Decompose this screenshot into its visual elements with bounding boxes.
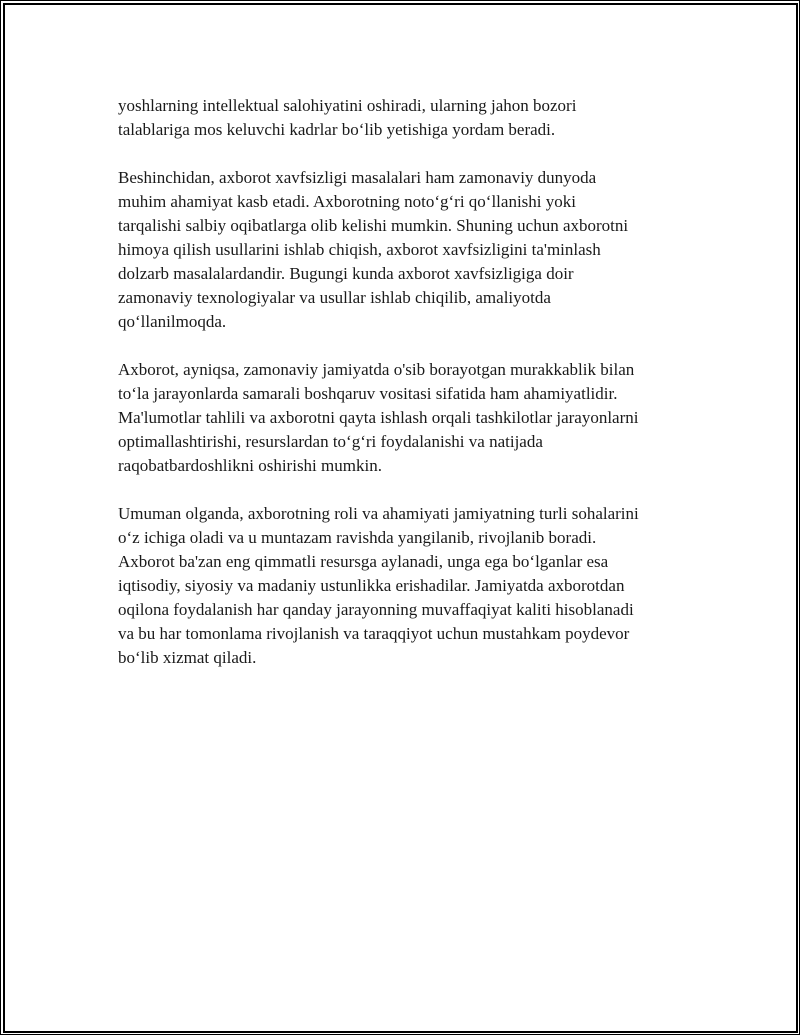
text-line: qo‘llanilmoqda.	[118, 312, 227, 331]
text-line: Ma'lumotlar tahlili va axborotni qayta ishlash orqali tashkilotlar jarayonlarni	[118, 408, 639, 427]
paragraph-4	[118, 502, 688, 670]
text-line: yoshlarning intellektual salohiyatini oshiradi, ularning jahon bozori	[118, 96, 577, 115]
text-line: talablariga mos keluvchi kadrlar bo‘lib yetishiga yordam beradi.	[118, 120, 556, 139]
text-line: Umuman olganda, axborotning roli va ahamiyati jamiyatning turli sohalarini	[118, 504, 639, 523]
text-line: oqilona foydalanish har qanday jarayonning muvaffaqiyat kaliti hisoblanadi	[118, 600, 634, 619]
text-line: va bu har tomonlama rivojlanish va taraqqiyot uchun mustahkam poydevor	[118, 624, 630, 643]
text-line: Axborot ba'zan eng qimmatli resursga aylanadi, unga ega bo‘lganlar esa	[118, 552, 609, 571]
text-line: dolzarb masalalardandir. Bugungi kunda axborot xavfsizligiga doir	[118, 264, 574, 283]
text-line: muhim ahamiyat kasb etadi. Axborotning noto‘g‘ri qo‘llanishi yoki	[118, 192, 576, 211]
text-line: optimallashtirishi, resurslardan to‘g‘ri foydalanishi va natijada	[118, 432, 543, 451]
text-line: tarqalishi salbiy oqibatlarga olib kelishi mumkin. Shuning uchun axborotni	[118, 216, 629, 235]
text-line: Axborot, ayniqsa, zamonaviy jamiyatda o'sib borayotgan murakkablik bilan	[118, 360, 635, 379]
document-body	[118, 94, 688, 694]
text-line: o‘z ichiga oladi va u muntazam ravishda yangilanib, rivojlanib boradi.	[118, 528, 597, 547]
text-line: raqobatbardoshlikni oshirishi mumkin.	[118, 456, 382, 475]
paragraph-1	[118, 94, 688, 142]
text-line: to‘la jarayonlarda samarali boshqaruv vositasi sifatida ham ahamiyatlidir.	[118, 384, 618, 403]
text-line: bo‘lib xizmat qiladi.	[118, 648, 257, 667]
text-line: Beshinchidan, axborot xavfsizligi masalalari ham zamonaviy dunyoda	[118, 168, 597, 187]
text-line: zamonaviy texnologiyalar va usullar ishlab chiqilib, amaliyotda	[118, 288, 551, 307]
paragraph-3	[118, 358, 688, 478]
paragraph-2	[118, 166, 688, 334]
text-line: iqtisodiy, siyosiy va madaniy ustunlikka erishadilar. Jamiyatda axborotdan	[118, 576, 625, 595]
text-line: himoya qilish usullarini ishlab chiqish, axborot xavfsizligini ta'minlash	[118, 240, 601, 259]
